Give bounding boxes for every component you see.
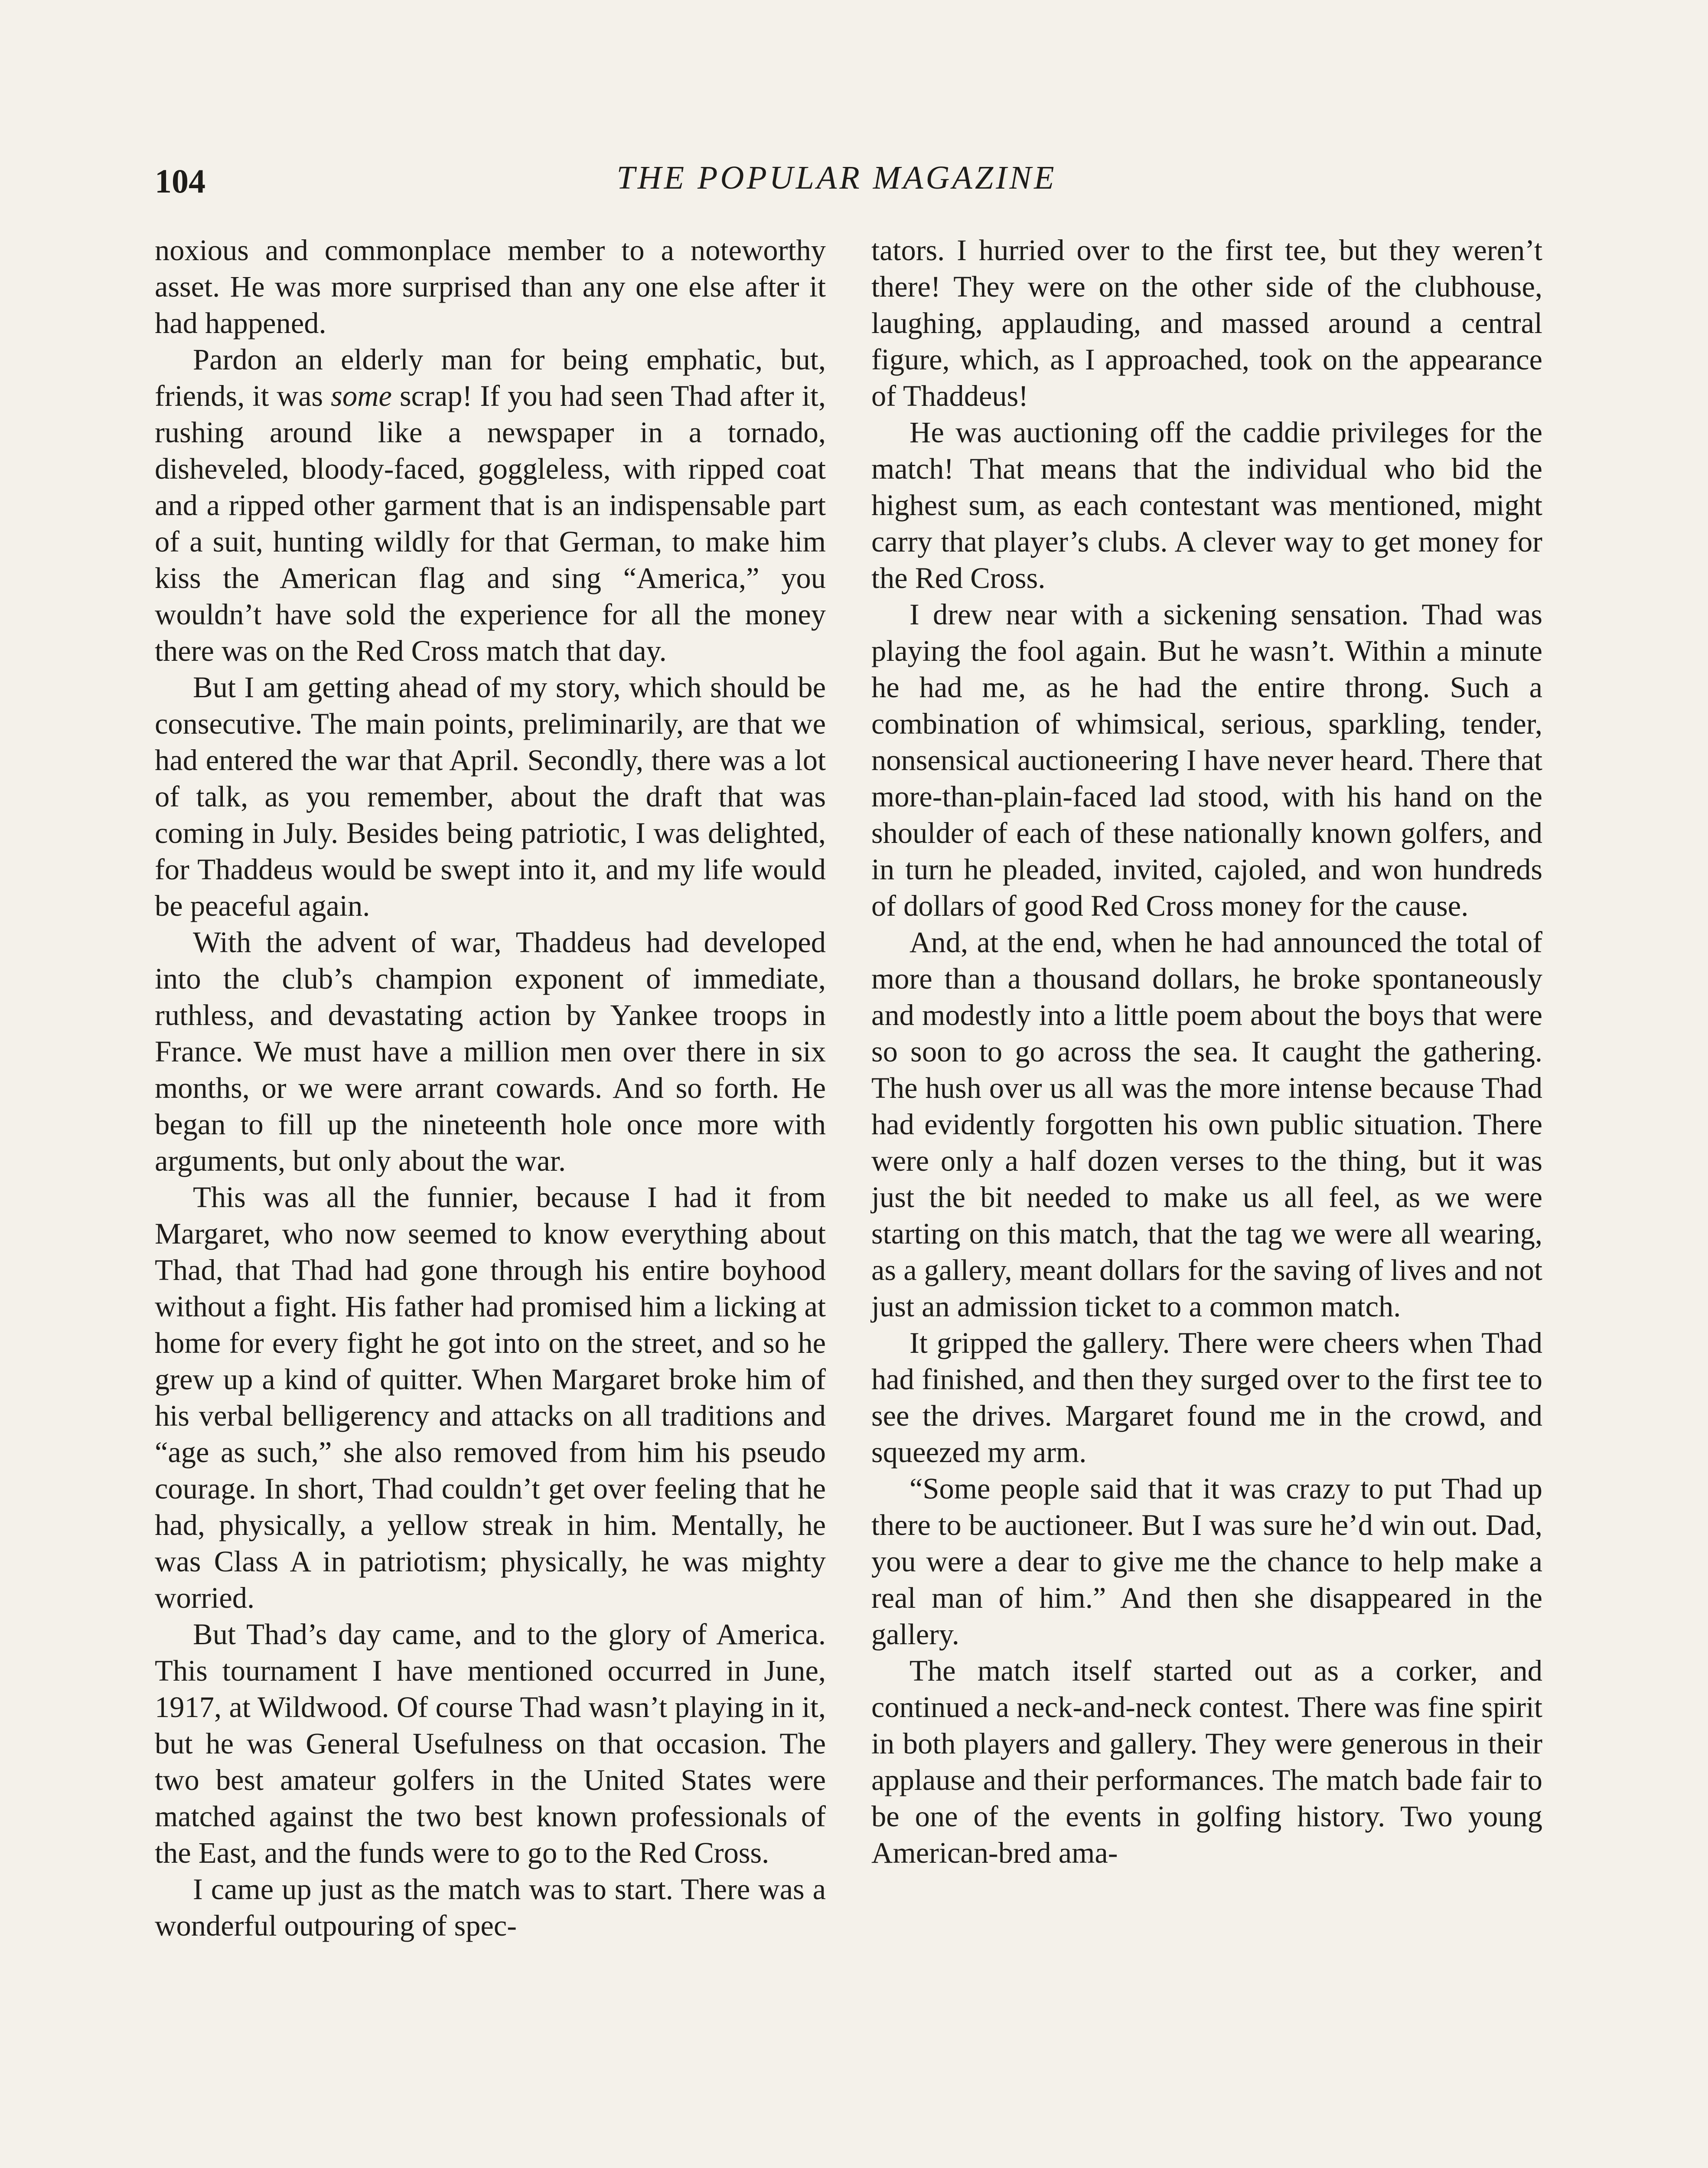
paragraph: The match itself started out as a corker, and continued a neck-and-neck contest. There was fine spirit in both players and gallery. They were generous in their applause and their performances. The match bade fair to be one of the events in golfing history. Two young American-bred ama- (871, 1654, 1542, 1869)
paragraph: But I am getting ahead of my story, which should be consecutive. The main points, preliminarily, are that we had entered the war that April. Secondly, there was a lot of talk, as you remember, about the draft that was coming in July. Besides being patriotic, I was delighted, for Thaddeus would be swept into it, and my life would be peaceful again. (155, 671, 826, 922)
paragraph: “Some people said that it was crazy to put Thad up there to be auctioneer. But I was sure he’d win out. Dad, you were a dear to give me the chance to help make a real man of him.” And then she disappeared in the gallery. (871, 1472, 1542, 1651)
paragraph: noxious and commonplace member to a noteworthy asset. He was more surprised than any one else after it had happened. (155, 234, 826, 340)
paragraph: I drew near with a sickening sensation. Thad was playing the fool again. But he wasn’t. Within a minute he had me, as he had the entire throng. Such a combination of whimsical, serious, sparkling, tender, nonsensical auctioneering I have never heard. There that more-than-plain-faced lad stood, with his hand on the shoulder of each of these nationally known golfers, and in turn he pleaded, invited, cajoled, and won hundreds of dollars of good Red Cross money for the cause. (871, 598, 1542, 922)
paragraph: tators. I hurried over to the first tee, but they weren’t there! They were on the other side of the clubhouse, laughing, applauding, and massed around a central figure, which, as I approached, took on the appearance of Thaddeus! (871, 234, 1542, 412)
paragraph: I came up just as the match was to start. There was a wonderful outpouring of spec- (155, 1873, 826, 1942)
page-header (0, 156, 1708, 208)
paragraph: And, at the end, when he had announced the total of more than a thousand dollars, he broke spontaneously and modestly into a little poem about the boys that were so soon to go across the sea. It caught the gathering. The hush over us all was the more intense because Thad had evidently forgotten his own public situation. There were only a half dozen verses to the thing, but it was just the bit needed to make us all feel, as we were starting on this match, that the tag we were all wearing, as a gallery, meant dollars for the saving of lives and not just an admission ticket to a common match. (871, 926, 1542, 1323)
emphasis: some (331, 379, 392, 412)
left-column (155, 232, 826, 1944)
paragraph: This was all the funnier, because I had it from Margaret, who now seemed to know everything about Thad, that Thad had gone through his entire boyhood without a fight. His father had promised him a licking at home for every fight he got into on the street, and so he grew up a kind of quitter. When Margaret broke him of his verbal belligerency and attacks on all traditions and “age as such,” she also removed from him his pseudo courage. In short, Thad couldn’t get over feeling that he had, physically, a yellow streak in him. Mentally, he was Class A in patriotism; physically, he was mighty worried. (155, 1181, 826, 1614)
running-head: THE POPULAR MAGAZINE (616, 160, 1057, 196)
right-column (871, 232, 1542, 1871)
paragraph: But Thad’s day came, and to the glory of America. This tournament I have mentioned occurred in June, 1917, at Wildwood. Of course Thad wasn’t playing in it, but he was General Usefulness on that occasion. The two best amateur golfers in the United States were matched against the two best known professionals of the East, and the funds were to go to the Red Cross. (155, 1618, 826, 1869)
paragraph: It gripped the gallery. There were cheers when Thad had finished, and then they surged over to the first tee to see the drives. Margaret found me in the crowd, and squeezed my arm. (871, 1326, 1542, 1469)
paragraph: With the advent of war, Thaddeus had developed into the club’s champion exponent of immediate, ruthless, and devastating action by Yankee troops in France. We must have a million men over there in six months, or we were arrant cowards. And so forth. He began to fill up the nineteenth hole once more with arguments, but only about the war. (155, 926, 826, 1177)
paragraph: He was auctioning off the caddie privileges for the match! That means that the individual who bid the highest sum, as each contestant was mentioned, might carry that player’s clubs. A clever way to get money for the Red Cross. (871, 416, 1542, 594)
paragraph: Pardon an elderly man for being emphatic, but, friends, it was some scrap! If you had seen Thad after it, rushing around like a newspaper in a tornado, disheveled, bloody-faced, goggleless, with ripped coat and a ripped other garment that is an indispensable part of a suit, hunting wildly for that German, to make him kiss the American flag and sing “America,” you wouldn’t have sold the experience for all the money there was on the Red Cross match that day. (155, 343, 826, 667)
page-number: 104 (155, 162, 205, 200)
